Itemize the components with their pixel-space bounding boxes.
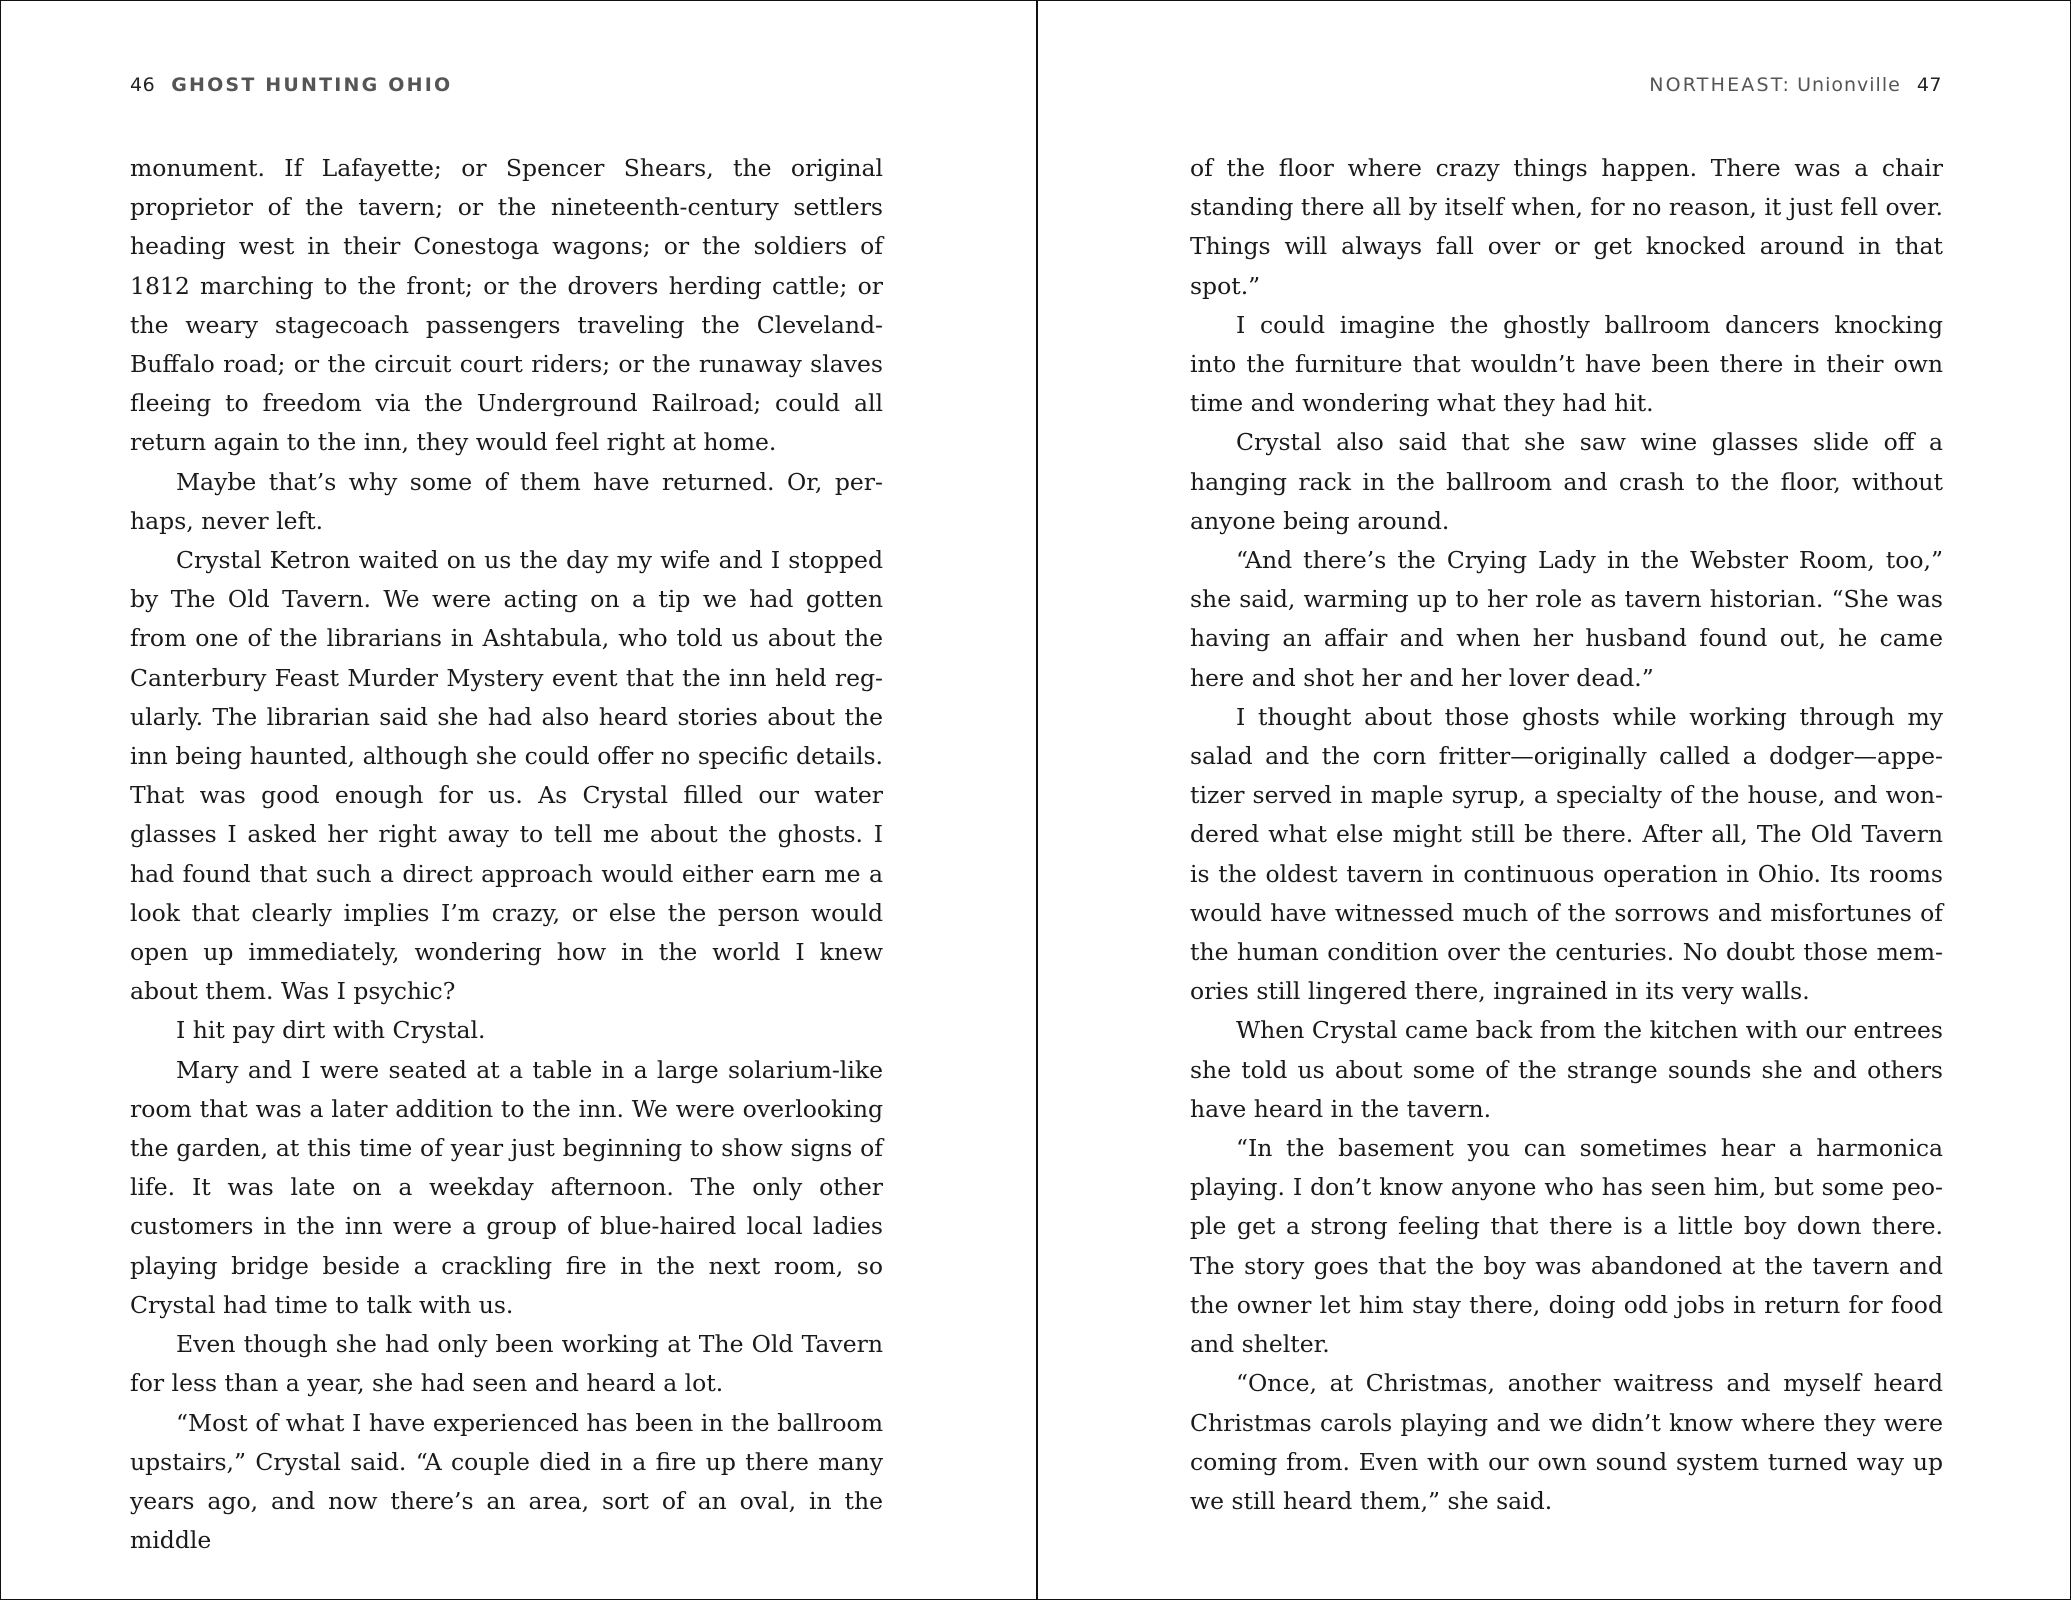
- right-page-number: 47: [1916, 74, 1942, 96]
- left-page: [1, 1, 1036, 1599]
- right-body-text: [1190, 149, 1943, 1521]
- paragraph: Even though she had only been working at The Old Tavern for less than a year, she had seen and heard a lot.: [130, 1330, 883, 1398]
- paragraph: monument. If Lafayette; or Spencer Shears, the original proprietor of the tavern; or the nineteenth-century settlers heading west in their Conestoga wagons; or the soldiers of 1812 marching to the front; or the drovers herding cattle; or the weary stagecoach passengers traveling the Cleveland-Buffalo road; or the circuit court riders; or the runaway slaves fleeing to freedom via the Underground Railroad; could all return again to the inn, they would feel right at home.: [130, 154, 883, 457]
- paragraph: of the floor where crazy things happen. There was a chair standing there all by itself when, for no reason, it just fell over. Things will always fall over or get knocked around in that spot.”: [1190, 154, 1943, 300]
- paragraph: Crystal Ketron waited on us the day my wife and I stopped by The Old Tavern. We were acting on a tip we had gotten from one of the librarians in Ashtabula, who told us about the Canterbury Feast Murder Mystery event that the inn held regularly. The librarian said she had also heard stories about the inn being haunted, although she could offer no specific details. That was good enough for us. As Crystal filled our water glasses I asked her right away to tell me about the ghosts. I had found that such a direct approach would either earn me a look that clearly implies I’m crazy, or else the person would open up immediately, wondering how in the world I knew about them. Was I psychic?: [130, 546, 883, 1006]
- paragraph: “And there’s the Crying Lady in the Webster Room, too,” she said, warming up to her role as tavern historian. “She was having an affair and when her husband found out, he came here and shot her and her lover dead.”: [1190, 546, 1943, 692]
- paragraph: Crystal also said that she saw wine glasses slide off a hanging rack in the ballroom and crash to the floor, without anyone being around.: [1190, 428, 1943, 535]
- paragraph: Maybe that’s why some of them have returned. Or, perhaps, never left.: [130, 467, 883, 535]
- chapter-region-running-head: NORTHEAST:: [1649, 74, 1792, 96]
- left-running-head: [130, 71, 452, 99]
- left-page-number: 46: [130, 74, 156, 96]
- paragraph: I hit pay dirt with Crystal.: [176, 1016, 486, 1045]
- paragraph: I could imagine the ghostly ballroom dancers knocking into the furniture that wouldn’t have been there in their own time and wondering what they had hit.: [1190, 310, 1943, 418]
- paragraph: When Crystal came back from the kitchen with our entrees she told us about some of the strange sounds she and others have heard in the tavern.: [1190, 1016, 1943, 1123]
- paragraph: “Most of what I have experienced has been in the ballroom upstairs,” Crystal said. “A couple died in a fire up there many years ago, and now there’s an area, sort of an oval, in the middle: [130, 1408, 883, 1555]
- chapter-place-running-head: Unionville: [1797, 74, 1901, 96]
- paragraph: “In the basement you can sometimes hear a harmonica playing. I don’t know anyone who has seen him, but some people get a strong feeling that there is a little boy down there. The story goes that the boy was abandoned at the tavern and the owner let him stay there, doing odd jobs in return for food and shelter.: [1190, 1134, 1943, 1359]
- right-running-head: [1649, 71, 1942, 99]
- paragraph: Mary and I were seated at a table in a large solarium-like room that was a later addition to the inn. We were overlooking the garden, at this time of year just beginning to show signs of life. It was late on a weekday afternoon. The only other customers in the inn were a group of blue-haired local ladies playing bridge beside a crackling fire in the next room, so Crystal had time to talk with us.: [130, 1055, 883, 1319]
- paragraph: “Once, at Christmas, another waitress and myself heard Christmas carols playing and we didn’t know where they were coming from. Even with our own sound system turned way up we still heard them,” she said.: [1190, 1369, 1943, 1515]
- book-title-running-head: GHOST HUNTING OHIO: [171, 74, 453, 96]
- paragraph: I thought about those ghosts while working through my salad and the corn fritter—originally called a dodger—appetizer served in maple syrup, a specialty of the house, and wondered what else might still be there. After all, The Old Tavern is the oldest tavern in continuous operation in Ohio. Its rooms would have witnessed much of the sorrows and misfortunes of the human condition over the centuries. No doubt those memories still lingered there, ingrained in its very walls.: [1190, 702, 1943, 1006]
- left-body-text: [130, 149, 883, 1560]
- right-page: [1038, 1, 2070, 1599]
